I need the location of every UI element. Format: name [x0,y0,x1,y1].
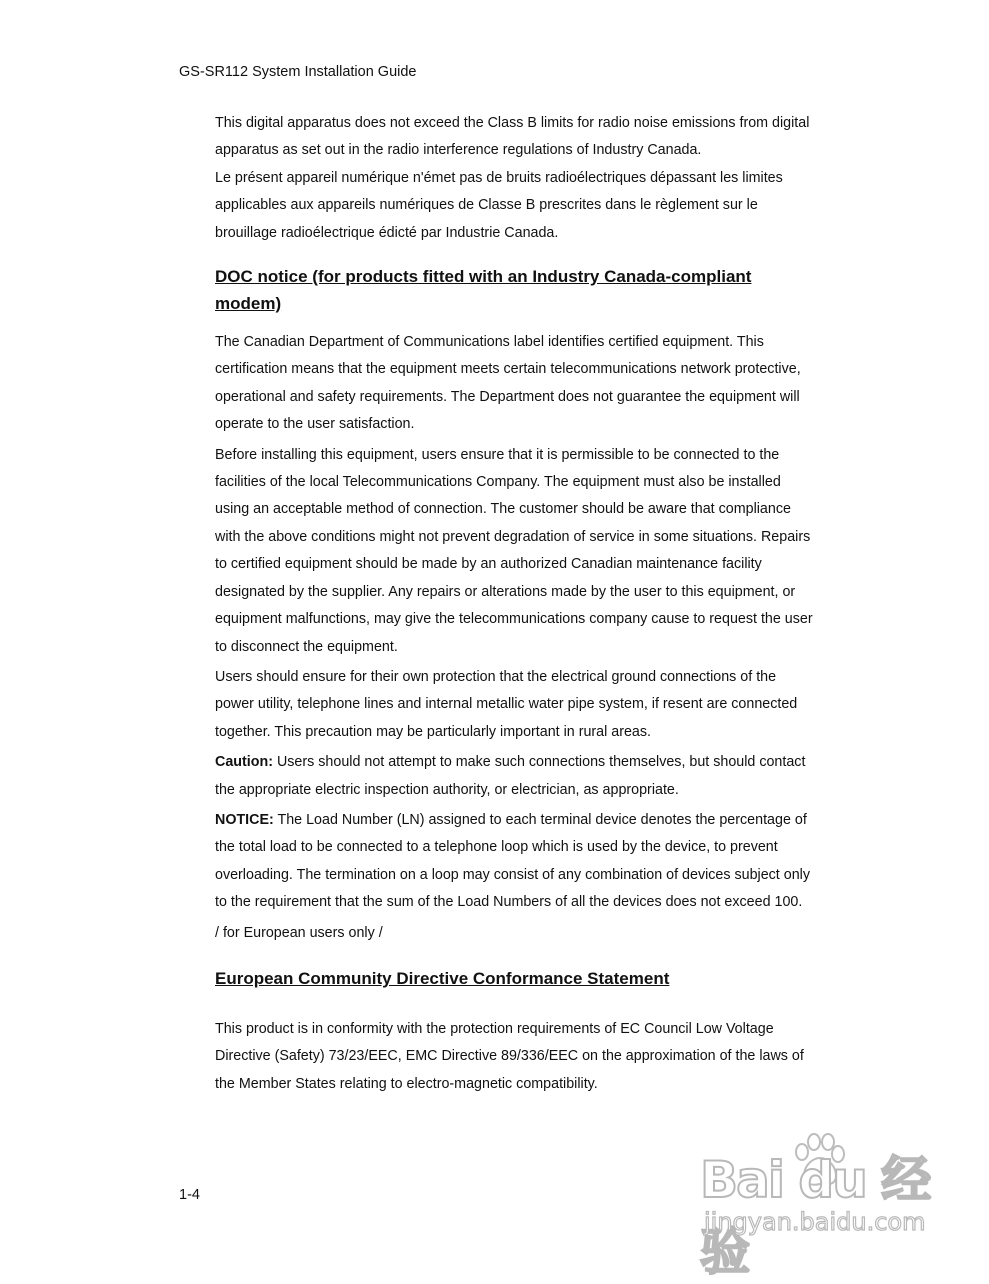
paragraph-doc-label: The Canadian Department of Communications label identifies certified equipment. This certification means that the equipment meets certain telecommunications network protective, operational and safety requirements. The Department does not guarantee the equipment will operate to the user satisfaction. [215,334,801,433]
paragraph-industry-canada-en: This digital apparatus does not exceed the Class B limits for radio noise emissions from digital apparatus as set out in the radio interference regulations of Industry Canada. [215,115,810,159]
paragraph-caution [215,749,815,804]
paragraph-eu-conformity: This product is in conformity with the protection requirements of EC Council Low Voltage Directive (Safety) 73/23/EEC, EMC Directive 89/336/EEC on the approximation of the laws of the Member States relating to electro-magnetic compatibility. [215,1020,804,1092]
notice-text: The Load Number (LN) assigned to each terminal device denotes the percentage of the total load to be connected to a telephone loop which is used by the device, to prevent overloading. The termination on a loop may consist of any combination of devices subject only to the requirement that the sum of the Load Numbers of all the devices does not exceed 100. [215,811,810,911]
paragraph-notice [215,807,815,917]
heading-eu-directive: European Community Directive Conformance Statement [215,968,670,988]
watermark-url: jingyan.baidu.com [704,1208,926,1236]
baidu-watermark [700,1130,935,1281]
watermark-logo-text: Bai du 经验 [700,1151,930,1281]
notice-label: NOTICE: [215,811,274,828]
page-number: 1-4 [179,1187,200,1203]
caution-label: Caution: [215,754,273,771]
paragraph-industry-canada-fr: Le présent appareil numérique n'émet pas de bruits radioélectriques dépassant les limites applicables aux appareils numériques de Classe B prescrites dans le règlement sur le brouillage radioélectrique édicté par Industrie Canada. [215,169,783,241]
running-header: GS-SR112 System Installation Guide [179,64,417,80]
document-body [215,110,815,1101]
paragraph-doc-grounding: Users should ensure for their own protection that the electrical ground connections of the power utility, telephone lines and internal metallic water pipe system, if resent are connected together. This precaution may be particularly important in rural areas. [215,668,798,740]
heading-doc-notice: DOC notice (for products fitted with an Industry Canada-compliant modem) [215,267,752,314]
caution-text: Users should not attempt to make such connections themselves, but should contact the appropriate electric inspection authority, or electrician, as appropriate. [215,754,806,798]
paragraph-doc-installation: Before installing this equipment, users ensure that it is permissible to be connected to the facilities of the local Telecommunications Company. The equipment must also be installed using an acceptable method of connection. The customer should be aware that compliance with the above conditions might not prevent degradation of service in some situations. Repairs to certified equipment should be made by an authorized Canadian maintenance facility designated by the supplier. Any repairs or alterations made by the user to this equipment, or equipment malfunctions, may give the telecommunications company cause to request the user to disconnect the equipment. [215,446,813,655]
european-users-note: / for European users only / [215,924,383,941]
